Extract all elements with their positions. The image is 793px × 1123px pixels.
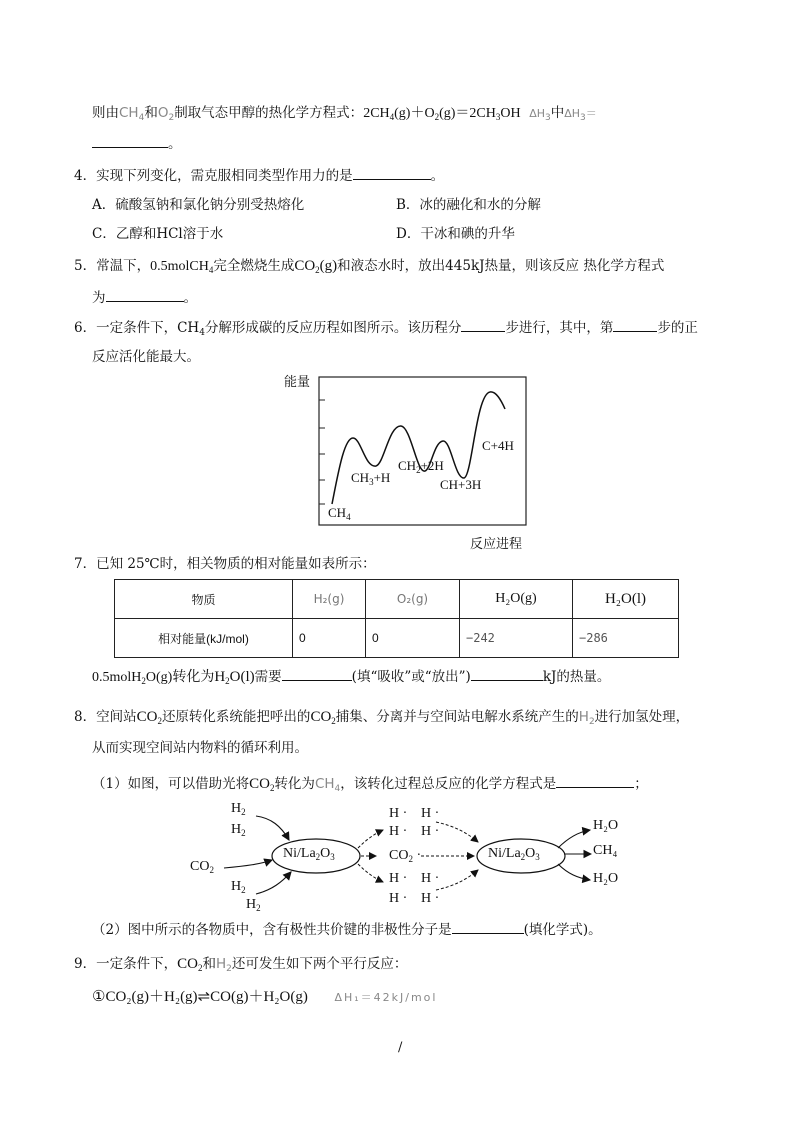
h-dot-5: H ·: [389, 871, 408, 886]
answer-blank[interactable]: [471, 668, 543, 681]
q9-reaction: ①CO₂(g)＋H₂(g)⇌CO(g)＋H₂O(g) ΔH₁＝42kJ/mol: [92, 989, 438, 1005]
q6-stem: 6．一定条件下，$CH_4$分解形成碳的反应历程如图所示。该历程分 步进行，其中，第 步的正: [74, 320, 698, 338]
arrow-product-1: [558, 830, 590, 848]
h-dot-7: H ·: [389, 891, 408, 906]
arrow-co2: [224, 860, 272, 868]
q8-part1: （1）如图，可以借助光将$CO_2$转化为$CH_4$，该转化过程总反应的化学方程式是 ；: [92, 776, 648, 794]
state-label-ch2: $CH_2+2H$: [398, 458, 444, 475]
dash-arrow-top-right: [436, 822, 478, 842]
q8-stem: 8．空间站$CO_2$还原转化系统能把呼出的$CO_2$捕集、分离并与空间站电解水系统产生的$H_2$进行加氢处理，: [74, 709, 690, 727]
h-dot-6: H ·: [421, 871, 440, 886]
diagram-h2-1: $H_2$: [231, 801, 246, 817]
answer-blank[interactable]: [556, 775, 634, 788]
q3-line: 则由$CH_4$和$O_2$制取气态甲醇的热化学方程式：$2CH_4(g)+O_2(g)=2CH_3OH$ $\Delta H_3$中$\Delta H_3=$: [92, 105, 597, 123]
q7-stem: 7．已知 25℃时，相关物质的相对能量如表所示：: [74, 556, 376, 572]
q9-stem: 9．一定条件下，$CO_2$和$H_2$还可发生如下两个平行反应：: [74, 956, 408, 974]
diagram-co2-in: $CO_2$: [190, 859, 214, 875]
arrow-h2-bottom: [256, 872, 291, 894]
dash-arrow-down: [358, 864, 383, 882]
h-dot-4: H ·: [421, 824, 440, 839]
q3-equation: $2CH_4(g)+O_2(g)=2CH_3OH$: [363, 106, 521, 122]
q4-option-b: B．冰的融化和水的分解: [396, 197, 541, 213]
answer-blank[interactable]: [452, 921, 524, 934]
product-ch4: CH₄: [593, 843, 618, 858]
co2-dot: $CO_2$ ·: [389, 848, 422, 864]
product-h2o-1: H₂O: [593, 818, 619, 833]
catalyst-label-left: $Ni/La_2O_3$: [283, 846, 335, 862]
product-h2o-2: H₂O: [593, 871, 619, 886]
chart-ylabel: 能量: [284, 375, 311, 390]
dash-arrow-bottom-right: [436, 870, 478, 890]
diagram-h2-4: $H_2$: [246, 897, 261, 913]
answer-blank[interactable]: [282, 668, 352, 681]
q5-stem: 5．常温下，0.5molCH$_4$完全燃烧生成$CO_2(g)$和液态水时，放出445kJ热量，则该反应 热化学方程式: [74, 258, 665, 275]
arrow-h2-top: [256, 816, 289, 840]
arrow-product-3: [558, 864, 590, 880]
q3-answer-line: 。: [92, 132, 182, 152]
q4-stem: 4．实现下列变化，需克服相同类型作用力的是 。: [74, 168, 445, 184]
q7-follow: 0.5molH$_2$O(g)转化为$H_2O(l)$需要 (填“吸收”或“放出”) kJ的热量。: [92, 669, 611, 686]
energy-table: [114, 579, 679, 658]
q6-stem-cont: 反应活化能最大。: [92, 349, 200, 365]
answer-blank[interactable]: [92, 135, 168, 148]
h-dot-2: H ·: [421, 806, 440, 821]
h-dot-8: H ·: [421, 891, 440, 906]
q5-answer-line: 为 。: [92, 290, 197, 306]
table-row: 物质 H₂(g) O₂(g) H₂O(g) H₂O(l): [115, 580, 679, 619]
h-dot-1: H ·: [389, 806, 408, 821]
h-dot-3: H ·: [389, 824, 408, 839]
chart-xlabel: 反应进程: [470, 537, 523, 552]
q4-option-d: D．干冰和碘的升华: [396, 226, 515, 242]
q8-part2: （2）图中所示的各物质中，含有极性共价键的非极性分子是 (填化学式)。: [92, 922, 602, 938]
diagram-h2-3: $H_2$: [231, 879, 246, 895]
q4-option-a: A．硫酸氢钠和氯化钠分别受热熔化: [92, 197, 305, 213]
answer-blank[interactable]: [353, 167, 431, 180]
state-label-ch3: $CH_3+H$: [351, 470, 391, 487]
q4-option-c: C．乙醇和HCl溶于水: [92, 226, 224, 242]
table-row: 相对能量(kJ/mol) 0 0 −242 −286: [115, 619, 679, 658]
state-label-ch: CH+3H: [440, 477, 482, 492]
state-label-ch4: $CH_4$: [328, 505, 351, 522]
state-label-c: C+4H: [482, 438, 514, 453]
answer-blank[interactable]: [106, 289, 184, 302]
diagram-h2-2: $H_2$: [231, 822, 246, 838]
catalyst-label-right: $Ni/La_2O_3$: [488, 846, 540, 862]
answer-blank[interactable]: [613, 319, 657, 332]
y-axis-ticks: [319, 400, 325, 504]
dash-arrow-up: [358, 830, 383, 848]
answer-blank[interactable]: [461, 319, 505, 332]
page-marker: /: [398, 1040, 403, 1055]
q8-stem-cont: 从而实现空间站内物料的循环利用。: [92, 740, 308, 756]
